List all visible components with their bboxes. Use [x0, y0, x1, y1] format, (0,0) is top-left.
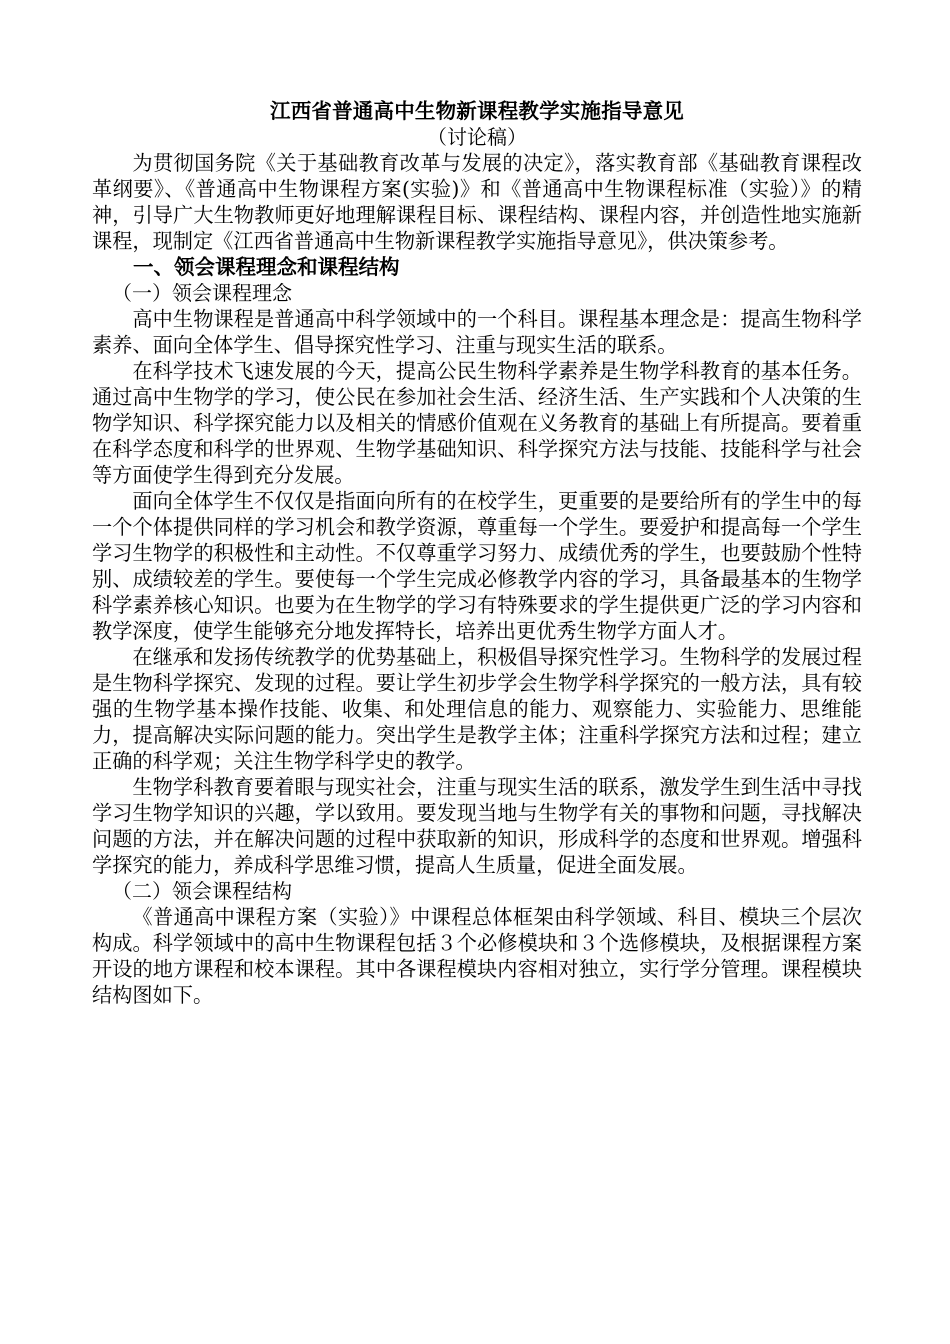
document-subtitle: （讨论稿） — [427, 125, 527, 149]
body-paragraph: 在继承和发扬传统教学的优势基础上，积极倡导探究性学习。生物科学的发展过程是生物科学探究、发现的过程。要让学生初步学会生物学科学探究的一般方法，具有较强的生物学基本操作技能、收集、和处理信息的能力、观察能力、实验能力、思维能力，提高解决实际问题的能力。突出学生是教学主体；注重科学探究方法和过程；建立正确的科学观；关注生物学科学史的教学。 — [92, 645, 862, 773]
body-paragraph: 高中生物课程是普通高中科学领域中的一个科目。课程基本理念是：提高生物科学素养、面向全体学生、倡导探究性学习、注重与现实生活的联系。 — [92, 307, 862, 357]
document-title: 江西省普通高中生物新课程教学实施指导意见 — [270, 99, 684, 123]
section-heading: 一、领会课程理念和课程结构 — [133, 255, 400, 279]
body-paragraph: 在科学技术飞速发展的今天，提高公民生物科学素养是生物学科教育的基本任务。通过高中生物学的学习，使公民在参加社会生活、经济生活、生产实践和个人决策的生物学知识、科学探究能力以及相关的情感价值观在义务教育的基础上有所提高。要着重在科学态度和科学的世界观、生物学基础知识、科学探究方法与技能、技能科学与社会等方面使学生得到充分发展。 — [92, 359, 862, 487]
intro-paragraph: 为贯彻国务院《关于基础教育改革与发展的决定》，落实教育部《基础教育课程改革纲要》、《普通高中生物课程方案(实验)》和《普通高中生物课程标准（实验）》的精神，引导广大生物教师更好地理解课程目标、课程结构、课程内容，并创造性地实施新课程，现制定《江西省普通高中生物新课程教学实施指导意见》，供决策参考。 — [92, 151, 862, 253]
body-paragraph: 《普通高中课程方案（实验）》中课程总体框架由科学领域、科目、模块三个层次构成。科学领域中的高中生物课程包括３个必修模块和３个选修模块，及根据课程方案开设的地方课程和校本课程。其中各课程模块内容相对独立，实行学分管理。课程模块结构图如下。 — [92, 905, 862, 1007]
subsection-heading: （一）领会课程理念 — [112, 281, 292, 305]
document-page — [92, 98, 862, 1008]
body-paragraph: 面向全体学生不仅仅是指面向所有的在校学生，更重要的是要给所有的学生中的每一个个体提供同样的学习机会和教学资源，尊重每一个学生。要爱护和提高每一个学生学习生物学的积极性和主动性。不仅尊重学习努力、成绩优秀的学生，也要鼓励个性特别、成绩较差的学生。要使每一个学生完成必修教学内容的学习，具备最基本的生物学科学素养核心知识。也要为在生物学的学习有特殊要求的学生提供更广泛的学习内容和教学深度，使学生能够充分地发挥特长，培养出更优秀生物学方面人才。 — [92, 489, 862, 643]
body-paragraph: 生物学科教育要着眼与现实社会，注重与现实生活的联系，激发学生到生活中寻找学习生物学知识的兴趣，学以致用。要发现当地与生物学有关的事物和问题，寻找解决问题的方法，并在解决问题的过程中获取新的知识，形成科学的态度和世界观。增强科学探究的能力，养成科学思维习惯，提高人生质量，促进全面发展。 — [92, 775, 862, 877]
subsection-heading: （二）领会课程结构 — [112, 879, 292, 903]
